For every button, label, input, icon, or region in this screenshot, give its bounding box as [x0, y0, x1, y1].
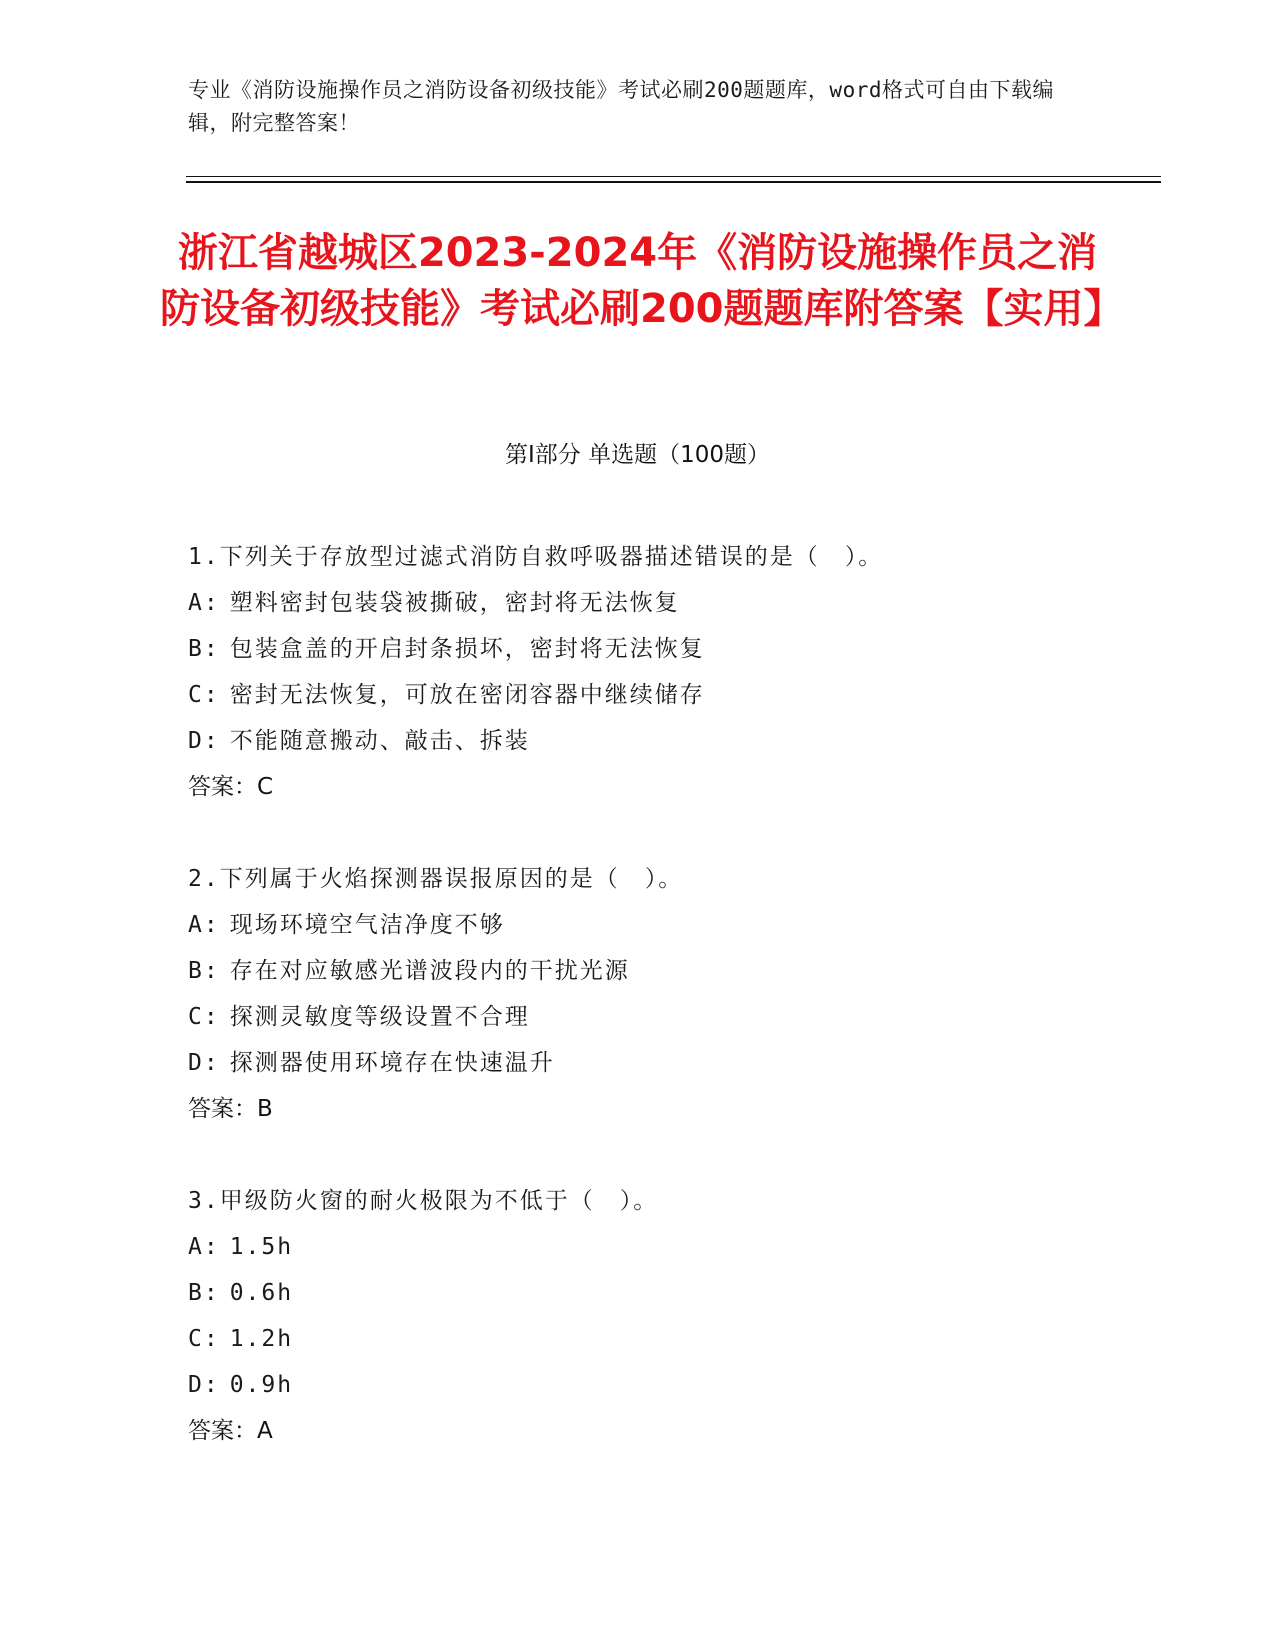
option-letter: B: [188, 958, 220, 984]
answer-prefix: 答案： [188, 774, 257, 800]
option-b [188, 626, 1148, 672]
option-c [188, 672, 1148, 718]
option-b [188, 948, 1148, 994]
option-a [188, 902, 1148, 948]
answer-line [188, 1086, 1148, 1132]
option-text: 1.5h [229, 1234, 294, 1260]
question-stem: 2.下列属于火焰探测器误报原因的是（ ）。 [188, 866, 684, 892]
option-letter: B: [188, 1280, 220, 1306]
option-text: 现场环境空气洁净度不够 [229, 912, 505, 938]
document-title: 浙江省越城区2023-2024年《消防设施操作员之消防设备初级技能》考试必刷200题题库附答案【实用】 [160, 230, 1124, 332]
option-c [188, 1316, 1148, 1362]
option-d [188, 1362, 1148, 1408]
question-stem: 1.下列关于存放型过滤式消防自救呼吸器描述错误的是（ ）。 [188, 544, 884, 570]
section-heading: 第I部分 单选题（100题） [505, 442, 770, 468]
option-c [188, 994, 1148, 1040]
option-letter: A: [188, 590, 220, 616]
answer-value: A [257, 1418, 273, 1444]
option-text: 密封无法恢复，可放在密闭容器中继续储存 [229, 682, 705, 708]
option-a [188, 580, 1148, 626]
answer-value: C [257, 774, 274, 800]
option-text: 塑料密封包装袋被撕破，密封将无法恢复 [229, 590, 680, 616]
option-letter: C: [188, 1326, 220, 1352]
header-note: 专业《消防设施操作员之消防设备初级技能》考试必刷200题题库，word格式可自由下载编辑，附完整答案！ [188, 78, 1054, 135]
answer-prefix: 答案： [188, 1096, 257, 1122]
option-letter: D: [188, 1372, 220, 1398]
option-text: 存在对应敏感光谱波段内的干扰光源 [229, 958, 630, 984]
answer-prefix: 答案： [188, 1418, 257, 1444]
option-letter: A: [188, 1234, 220, 1260]
option-letter: B: [188, 636, 220, 662]
option-text: 0.9h [229, 1372, 294, 1398]
answer-line [188, 764, 1148, 810]
answer-value: B [257, 1096, 273, 1122]
answer-line [188, 1408, 1148, 1454]
option-b [188, 1270, 1148, 1316]
question-block [188, 856, 1148, 1132]
header-rule-thin [186, 176, 1161, 177]
question-block [188, 534, 1148, 810]
option-text: 探测灵敏度等级设置不合理 [229, 1004, 530, 1030]
option-text: 探测器使用环境存在快速温升 [229, 1050, 555, 1076]
option-letter: D: [188, 728, 220, 754]
option-text: 不能随意搬动、敲击、拆装 [229, 728, 530, 754]
option-d [188, 1040, 1148, 1086]
option-letter: C: [188, 682, 220, 708]
option-text: 1.2h [229, 1326, 294, 1352]
question-stem: 3.甲级防火窗的耐火极限为不低于（ ）。 [188, 1188, 659, 1214]
header-rule-thick [186, 181, 1161, 183]
option-letter: A: [188, 912, 220, 938]
option-letter: D: [188, 1050, 220, 1076]
option-letter: C: [188, 1004, 220, 1030]
option-a [188, 1224, 1148, 1270]
option-text: 0.6h [229, 1280, 294, 1306]
question-block [188, 1178, 1148, 1454]
option-d [188, 718, 1148, 764]
question-list [188, 534, 1148, 1500]
option-text: 包装盒盖的开启封条损坏，密封将无法恢复 [229, 636, 705, 662]
